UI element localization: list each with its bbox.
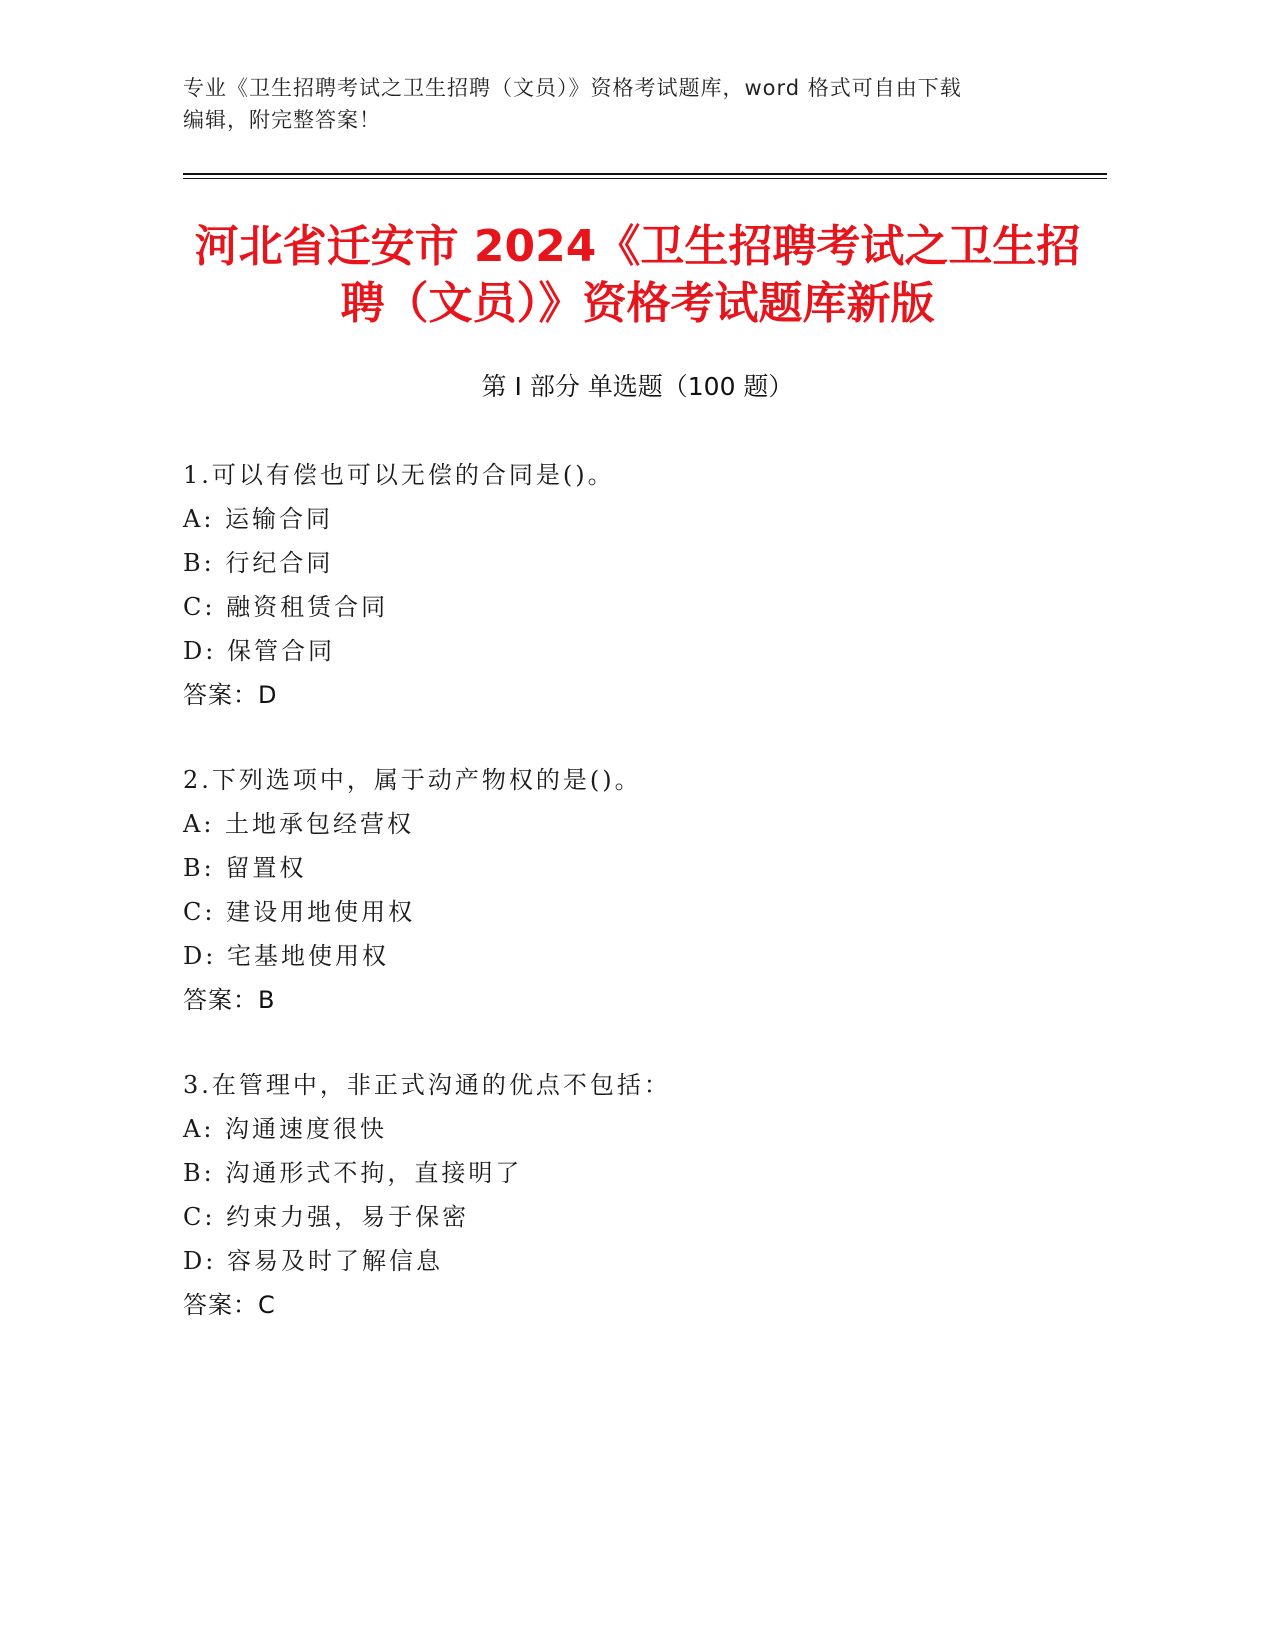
document-title [150, 218, 1125, 332]
question-2 [183, 758, 1083, 1022]
question-text: 2.下列选项中，属于动产物权的是()。 [183, 766, 642, 794]
option-d: D: 保管合同 [183, 637, 335, 665]
option-d: D: 容易及时了解信息 [183, 1247, 443, 1275]
question-text: 1.可以有偿也可以无偿的合同是()。 [183, 461, 615, 489]
question-1 [183, 453, 1083, 717]
answer: 答案：D [183, 681, 278, 709]
option-c: C: 约束力强，易于保密 [183, 1203, 470, 1231]
option-a: A: 沟通速度很快 [183, 1115, 388, 1143]
option-c: C: 融资租赁合同 [183, 593, 389, 621]
document-title-line-1: 河北省迁安市 2024《卫生招聘考试之卫生招 [194, 221, 1081, 272]
header-divider-thin [183, 178, 1107, 179]
option-a: A: 土地承包经营权 [183, 810, 415, 838]
answer: 答案：C [183, 1291, 276, 1319]
header-note-line-2: 编辑，附完整答案！ [183, 108, 381, 132]
option-a: A: 运输合同 [183, 505, 334, 533]
question-text: 3.在管理中，非正式沟通的优点不包括： [183, 1071, 671, 1099]
question-3 [183, 1063, 1083, 1327]
option-d: D: 宅基地使用权 [183, 942, 389, 970]
header-note [183, 72, 1083, 136]
header-note-line-1: 专业《卫生招聘考试之卫生招聘（文员）》资格考试题库，word 格式可自由下载 [183, 76, 962, 100]
section-heading: 第 I 部分 单选题（100 题） [481, 372, 794, 401]
option-c: C: 建设用地使用权 [183, 898, 416, 926]
answer: 答案：B [183, 986, 276, 1014]
option-b: B: 行纪合同 [183, 549, 334, 577]
option-b: B: 沟通形式不拘，直接明了 [183, 1159, 523, 1187]
option-b: B: 留置权 [183, 854, 307, 882]
header-divider-thick [183, 173, 1107, 175]
document-title-line-2: 聘（文员）》资格考试题库新版 [340, 278, 935, 329]
